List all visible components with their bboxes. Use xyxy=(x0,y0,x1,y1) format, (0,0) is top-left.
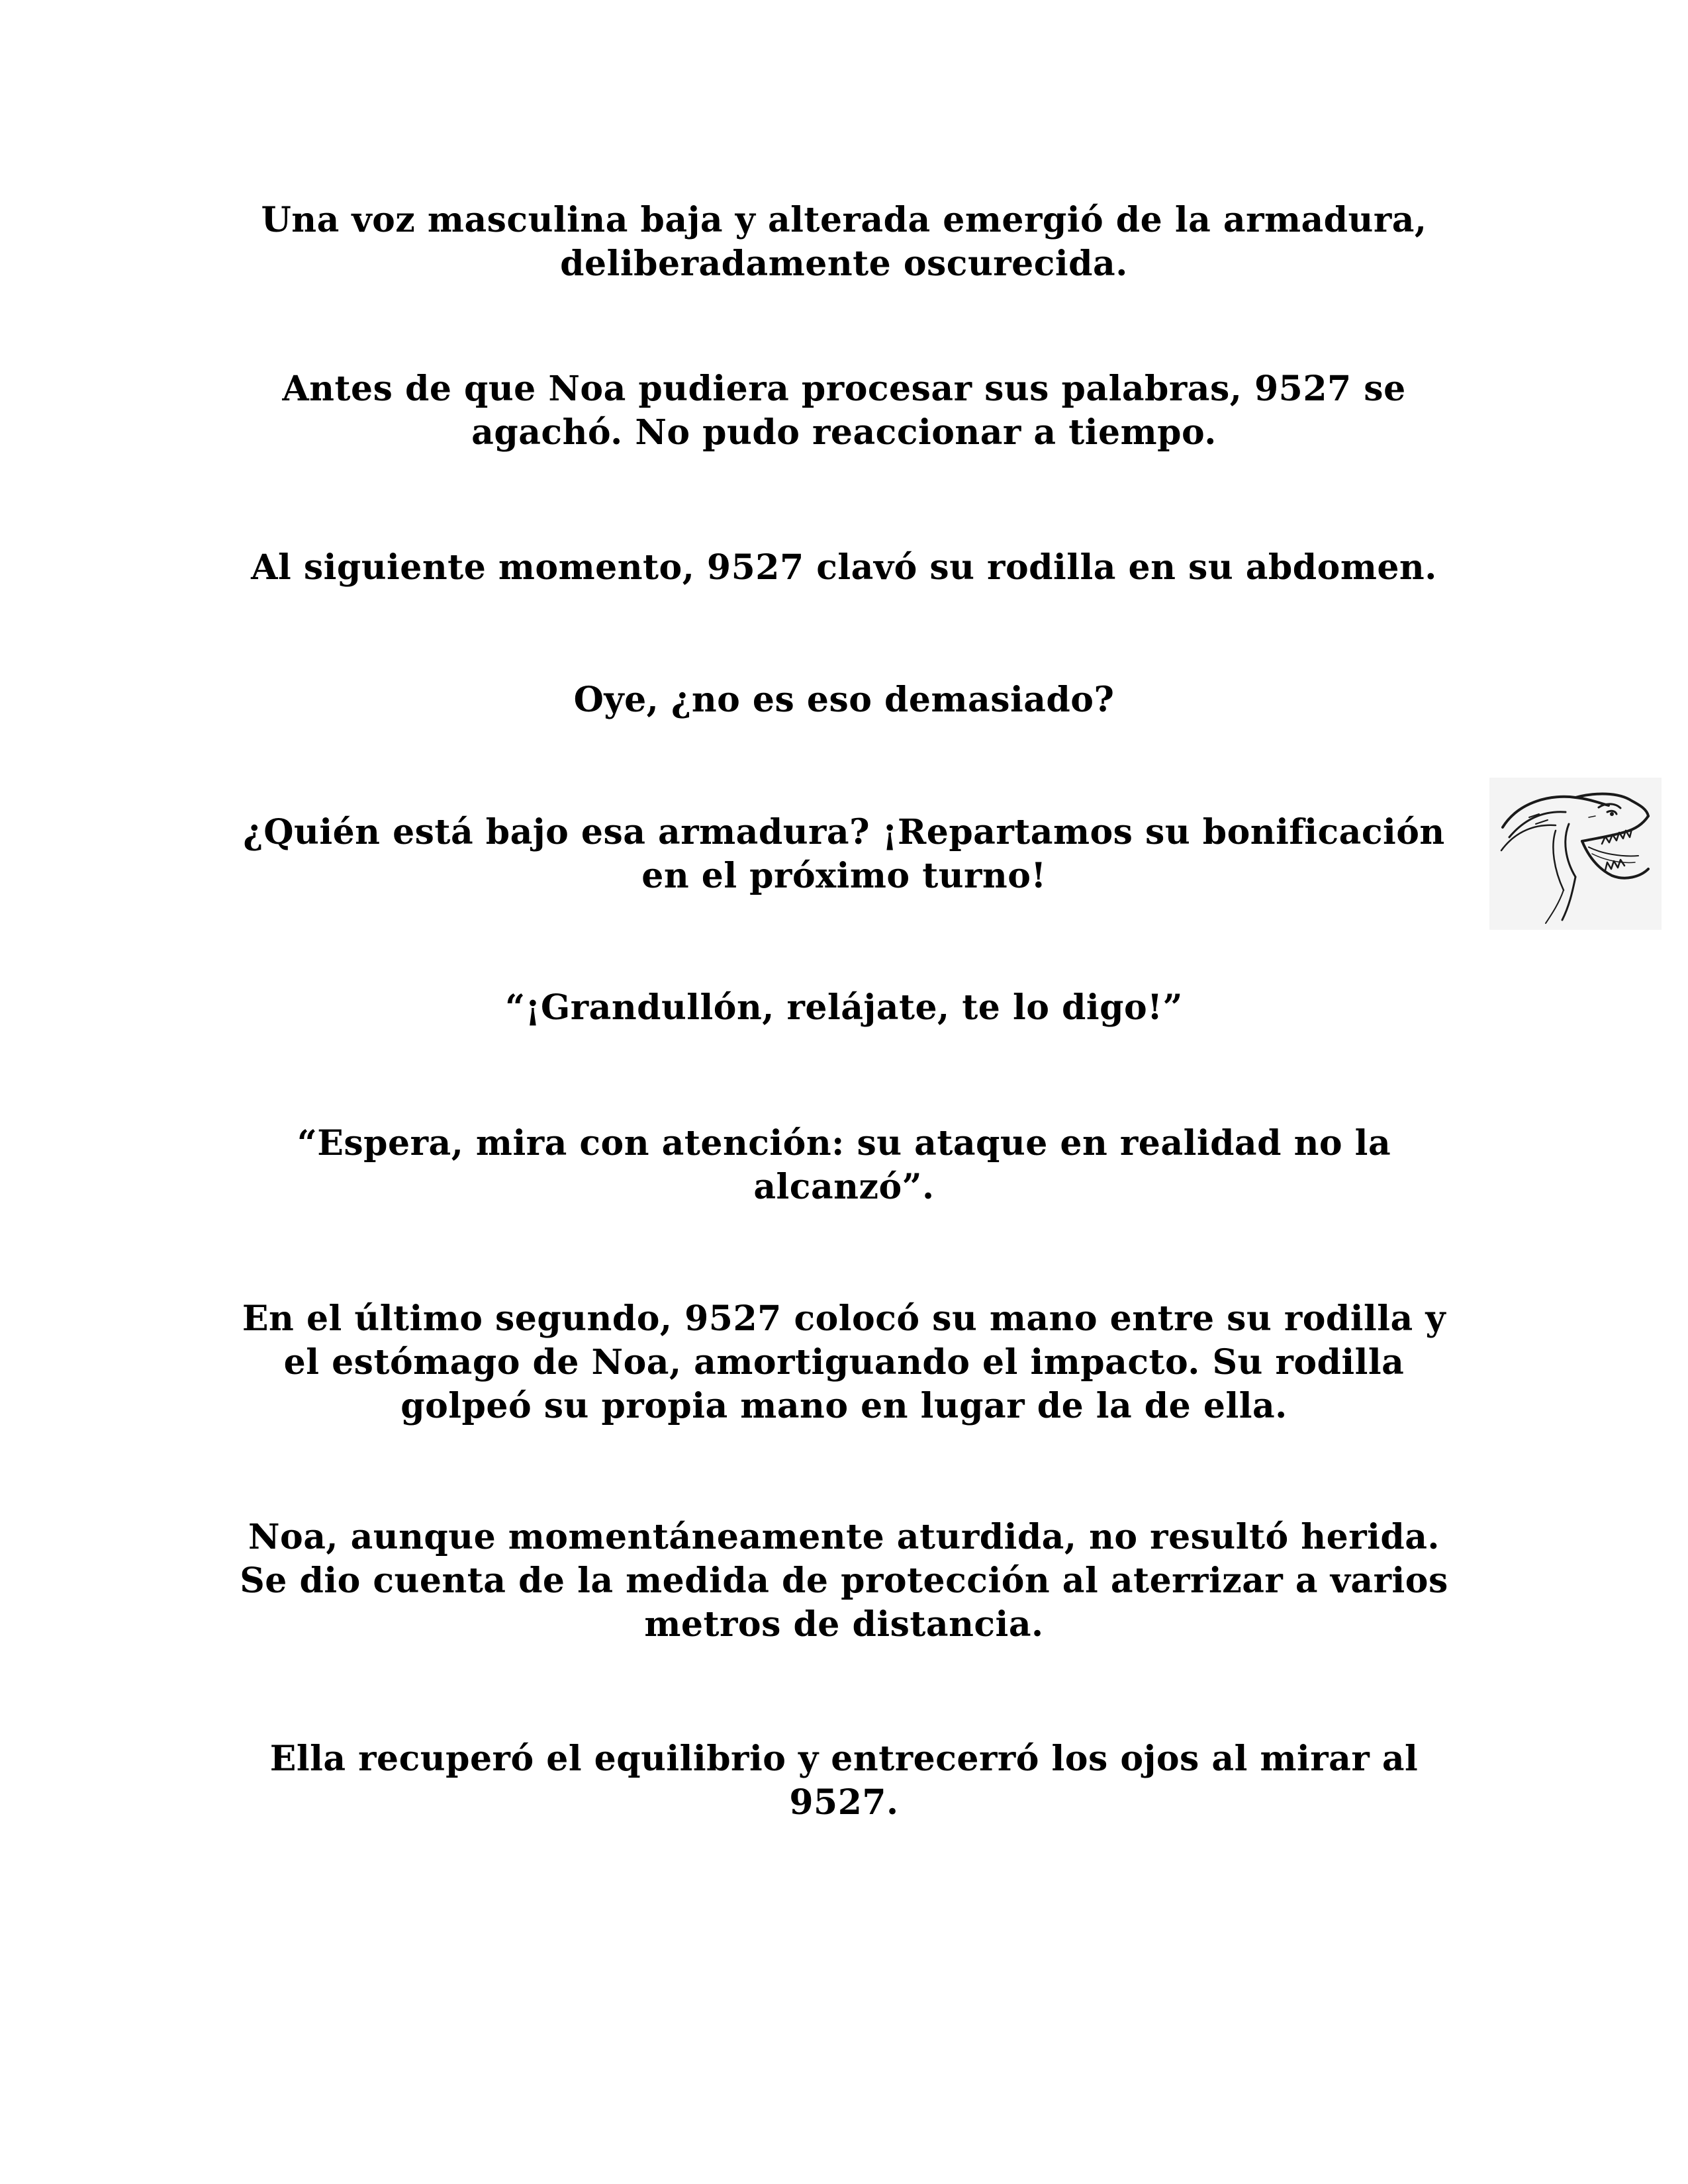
paragraph-8: En el último segundo, 9527 colocó su mano entre su rodilla y el estómago de Noa, amortiguando el impacto. Su rodilla golpeó su propia mano en lugar de la de ella. xyxy=(242,1298,1446,1426)
paragraph-4: Oye, ¿no es eso demasiado? xyxy=(573,680,1115,720)
paragraph-7: “Espera, mira con atención: su ataque en realidad no la alcanzó”. xyxy=(297,1123,1391,1207)
paragraph-10: Ella recuperó el equilibrio y entrecerró los ojos al mirar al 9527. xyxy=(269,1739,1419,1823)
paragraph-2: Antes de que Noa pudiera procesar sus palabras, 9527 se agachó. No pudo reaccionar a tiempo. xyxy=(282,369,1406,453)
paragraph-1: Una voz masculina baja y alterada emergió de la armadura, deliberadamente oscurecida. xyxy=(261,200,1427,284)
paragraph-3: Al siguiente momento, 9527 clavó su rodilla en su abdomen. xyxy=(251,547,1437,588)
paragraph-6: “¡Grandullón, relájate, te lo digo!” xyxy=(505,987,1183,1028)
paragraph-9: Noa, aunque momentáneamente aturdida, no resultó herida. Se dio cuenta de la medida de protección al aterrizar a varios metros de distancia. xyxy=(240,1517,1448,1645)
dinosaur-head-sketch-icon xyxy=(1489,778,1662,930)
paragraph-5: ¿Quién está bajo esa armadura? ¡Repartamos su bonificación en el próximo turno! xyxy=(243,812,1445,896)
